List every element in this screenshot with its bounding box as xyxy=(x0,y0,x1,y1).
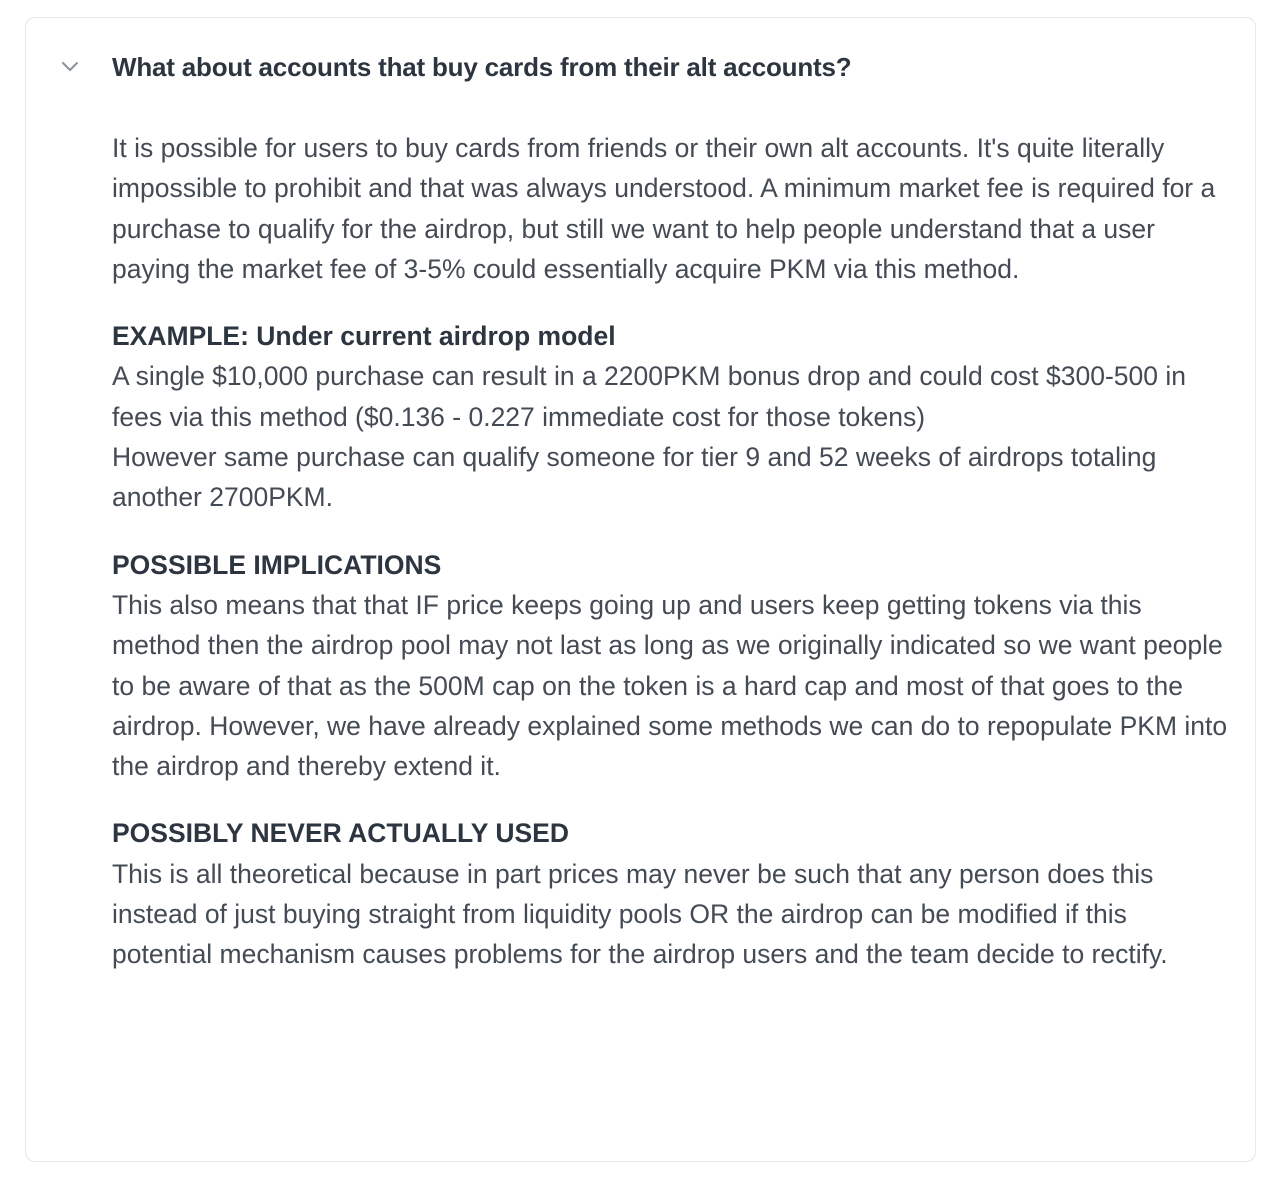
section-heading: POSSIBLE IMPLICATIONS xyxy=(112,549,442,580)
section-text: However same purchase can qualify someone for tier 9 and 52 weeks of airdrops totaling another 2700PKM. xyxy=(112,442,1157,513)
faq-toggle[interactable] xyxy=(26,18,1255,118)
chevron-down-icon[interactable] xyxy=(59,56,81,78)
answer-intro: It is possible for users to buy cards from friends or their own alt accounts. It's quite literally impossible to prohibit and that was always understood. A minimum market fee is required for a purchase to qualify for the airdrop, but still we want to help people understand that a user paying the market fee of 3-5% could essentially acquire PKM via this method. xyxy=(112,133,1216,284)
section-heading: POSSIBLY NEVER ACTUALLY USED xyxy=(112,818,569,849)
faq-question[interactable]: What about accounts that buy cards from their alt accounts? xyxy=(112,52,852,82)
section-text: A single $10,000 purchase can result in a 2200PKM bonus drop and could cost $300-500 in fees via this method ($0.136 - 0.227 immediate cost for those tokens) xyxy=(112,361,1186,432)
answer-section-implications xyxy=(112,545,1230,787)
section-text: This is all theoretical because in part prices may never be such that any person does this instead of just buying straight from liquidity pools OR the airdrop can be modified if this potential mechanism causes problems for the airdrop users and the team decide to rectify. xyxy=(112,858,1168,970)
section-heading: EXAMPLE: Under current airdrop model xyxy=(112,321,616,352)
section-text: This also means that that IF price keeps going up and users keep getting tokens via this method then the airdrop pool may not last as long as we originally indicated so we want people to be aware of that as the 500M cap on the token is a hard cap and most of that goes to the airdrop. However, we have already explained some methods we can do to repopulate PKM into the airdrop and thereby extend it. xyxy=(112,589,1228,782)
faq-answer xyxy=(112,128,1230,1002)
answer-section-never-used xyxy=(112,813,1230,974)
answer-section-example xyxy=(112,316,1230,517)
faq-item xyxy=(25,17,1256,1162)
